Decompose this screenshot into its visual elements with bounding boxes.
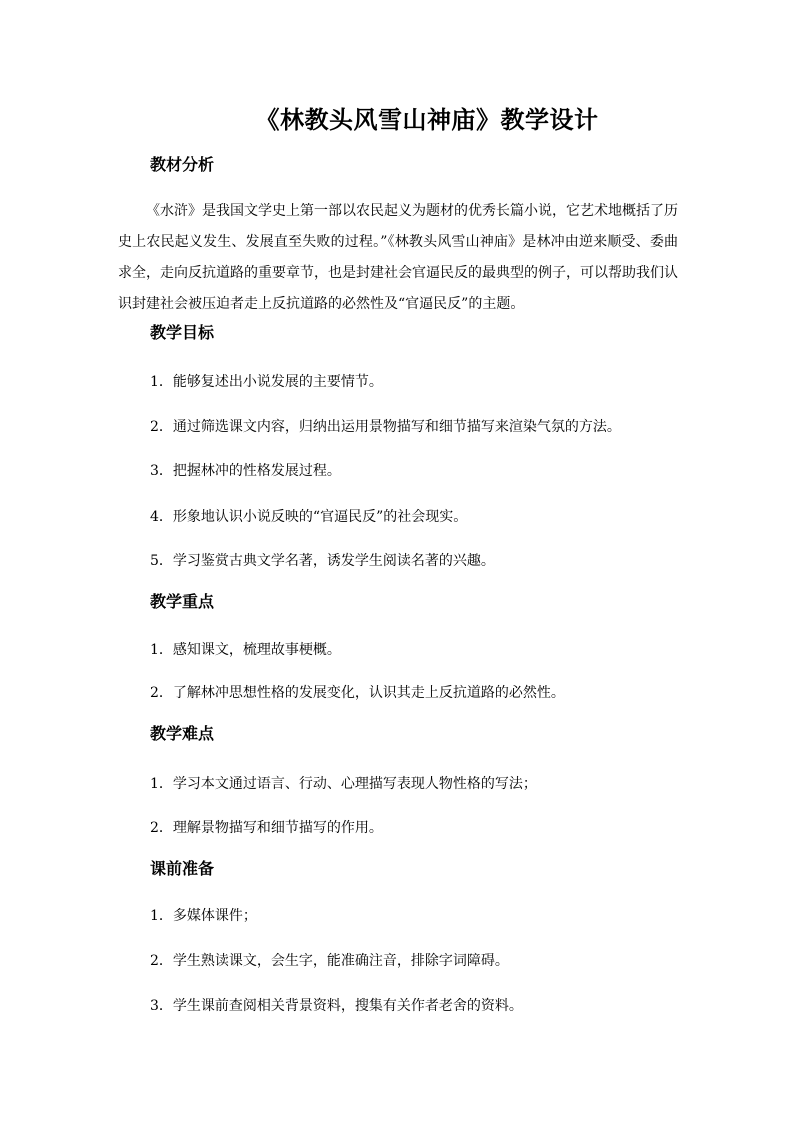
preparation-item-1: 1．多媒体课件； [150, 908, 257, 924]
key-point-item-1: 1．感知课文，梳理故事梗概。 [150, 642, 341, 658]
section-heading-goals: 教学目标 [150, 323, 215, 342]
goal-item-4: 4．形象地认识小说反映的“官逼民反”的社会现实。 [150, 509, 468, 525]
section-heading-difficulties: 教学难点 [150, 724, 215, 743]
key-point-item-2: 2．了解林冲思想性格的发展变化，认识其走上反抗道路的必然性。 [150, 685, 565, 701]
goal-item-3: 3．把握林冲的性格发展过程。 [150, 463, 341, 479]
section-heading-preparation: 课前准备 [150, 859, 215, 878]
analysis-paragraph: 《水浒》是我国文学史上第一部以农民起义为题材的优秀长篇小说，它艺术地概括了历史上农民起义发生、发展直至失败的过程。”《林教头风雪山神庙》是林冲由逆来顺受、委曲求全，走向反抗道路的重要章节，也是封建社会官逼民反的最典型的例子，可以帮助我们认识封建社会被压迫者走上反抗道路的必然性及“官逼民反”的主题。 [118, 203, 678, 312]
goal-item-2: 2．通过筛选课文内容，归纳出运用景物描写和细节描写来渲染气氛的方法。 [150, 419, 621, 435]
preparation-item-2: 2．学生熟读课文，会生字，能准确注音，排除字词障碍。 [150, 953, 509, 969]
preparation-item-3: 3．学生课前查阅相关背景资料，搜集有关作者老舍的资料。 [150, 998, 523, 1014]
difficulty-item-1: 1．学习本文通过语言、行动、心理描写表现人物性格的写法； [150, 776, 537, 792]
goal-item-5: 5．学习鉴赏古典文学名著，诱发学生阅读名著的兴趣。 [150, 553, 495, 569]
goal-item-1: 1．能够复述出小说发展的主要情节。 [150, 374, 383, 390]
section-heading-key-points: 教学重点 [150, 592, 215, 611]
document-title: 《林教头风雪山神庙》教学设计 [255, 105, 599, 134]
difficulty-item-2: 2．理解景物描写和细节描写的作用。 [150, 820, 383, 836]
section-heading-analysis: 教材分析 [150, 155, 215, 174]
